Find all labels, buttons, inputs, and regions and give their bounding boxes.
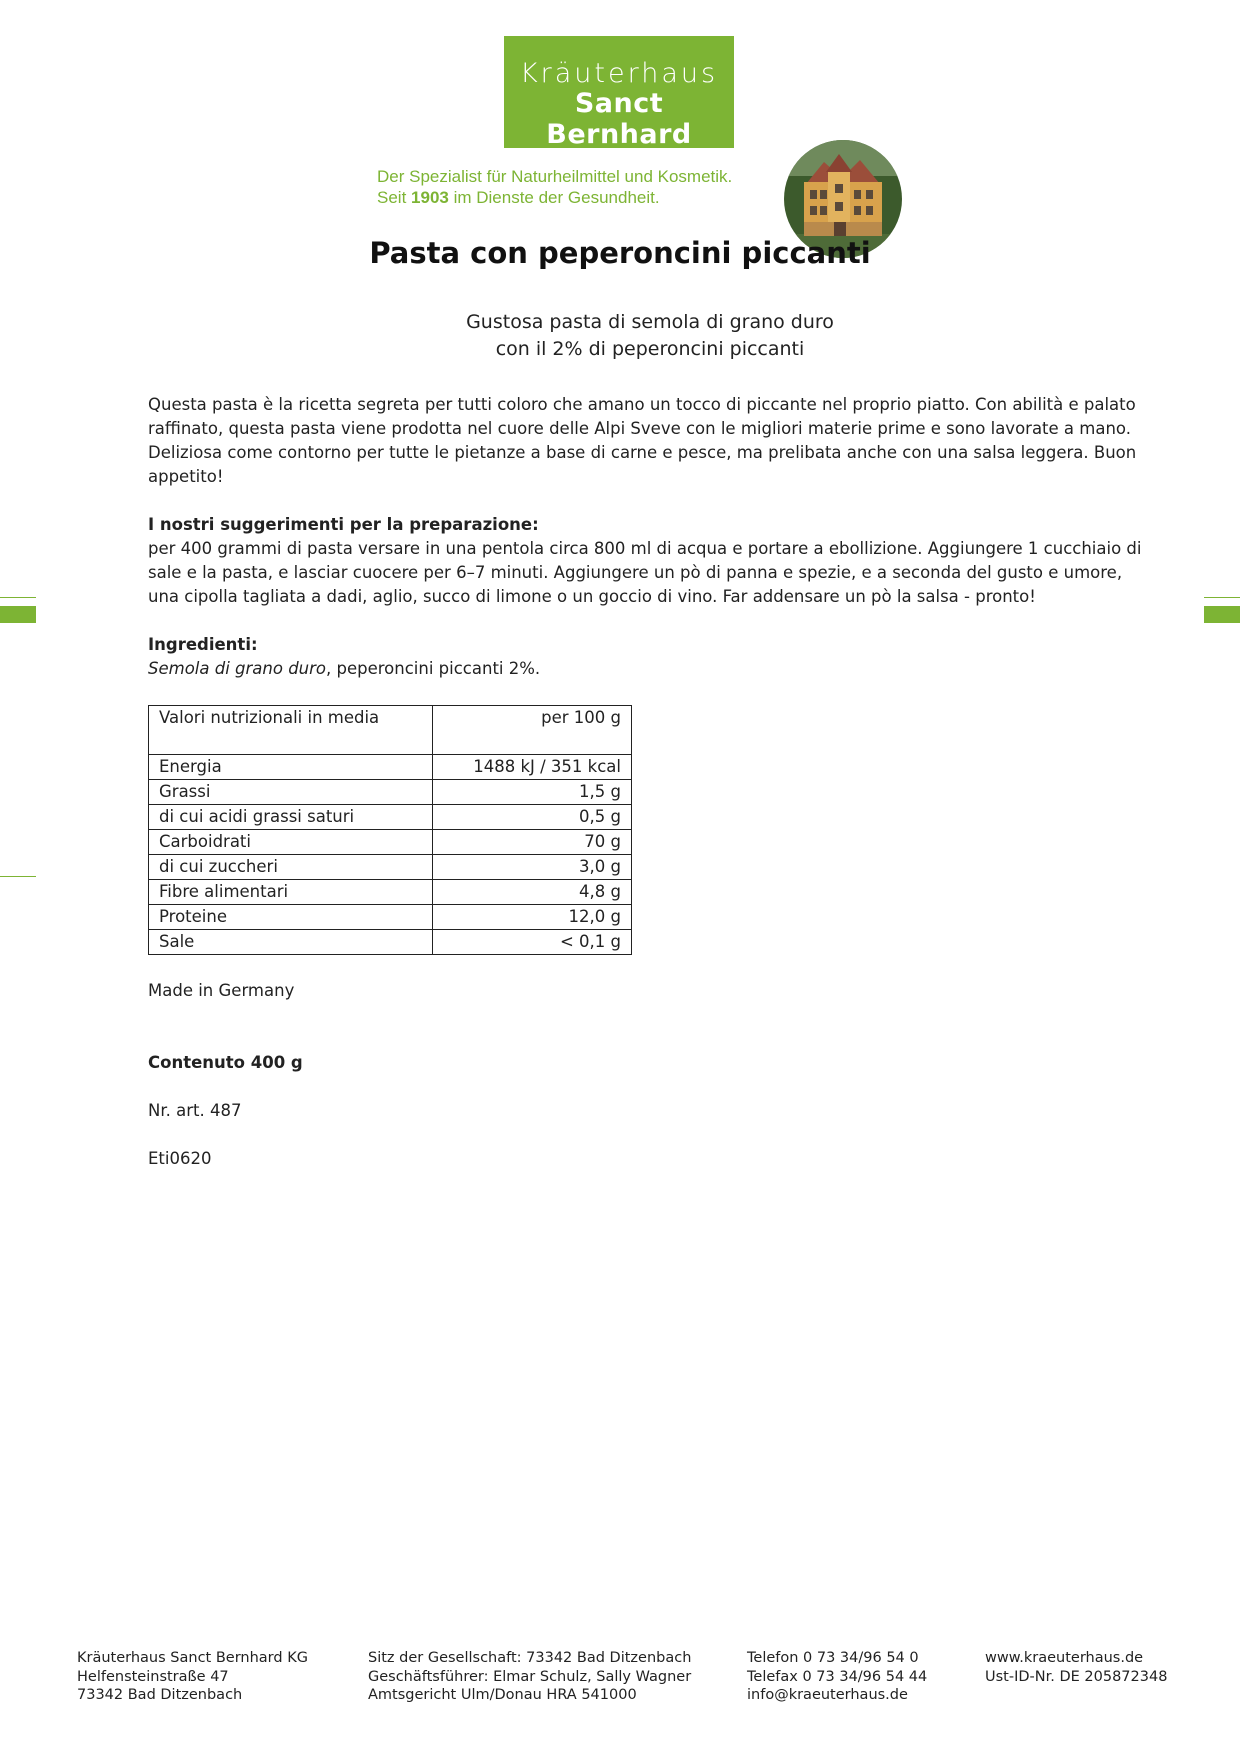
ingredients-italic: Semola di grano duro [148,659,327,678]
table-row [149,855,632,880]
table-row [149,805,632,830]
footer-legal [368,1649,691,1705]
nutrition-table [148,705,632,955]
tagline-prefix: Seit [377,188,412,207]
footer-contact [747,1649,927,1705]
intro-paragraph: Questa pasta è la ricetta segreta per tutti coloro che amano un tocco di piccante nel proprio piatto. Con abilità e palato raffinato, questa pasta viene prodotta nel cuore delle Alpi Sveve con le migliori materie prime e sono lavorate a mano. Deliziosa come contorno per tutte le pietanze a base di carne e pesce, ma prelibata anche con una salsa leggera. Buon appetito! [148,395,1137,486]
footer-line: Sitz der Gesellschaft: 73342 Bad Ditzenbach [368,1650,692,1666]
fold-mark-right-line [1204,597,1240,598]
ingredients-heading: Ingredienti: [148,635,258,654]
nutrition-header-label: Valori nutrizionali in media [149,706,433,755]
table-row [149,755,632,780]
table-row [149,905,632,930]
subtitle-line-1: Gustosa pasta di semola di grano duro [466,311,834,333]
footer-line: Helfensteinstraße 47 [77,1668,229,1685]
nutrient-value: 12,0 g [433,905,632,930]
tagline-year: 1903 [411,188,449,207]
table-row [149,830,632,855]
nutrient-value: < 0,1 g [433,930,632,955]
tagline-line-2 [377,187,732,208]
nutrient-label: Sale [149,930,433,955]
footer-phone: Telefon 0 73 34/96 54 0 [747,1650,919,1666]
fold-mark-left-lower [0,876,36,877]
fold-mark-left-line [0,597,36,598]
fold-mark-left-bar [0,606,36,623]
table-row [149,880,632,905]
nutrition-header-row [149,706,632,755]
tagline [377,166,732,208]
nutrient-value: 4,8 g [433,880,632,905]
table-row [149,780,632,805]
ingredients-rest: , peperoncini piccanti 2%. [326,659,541,678]
nutrient-label: di cui acidi grassi saturi [149,805,433,830]
nutrition-header-value: per 100 g [433,706,632,755]
nutrient-label: Grassi [149,780,433,805]
label-code: Eti0620 [148,1149,212,1168]
footer-line: Amtsgericht Ulm/Donau HRA 541000 [368,1687,637,1703]
nutrient-label: Carboidrati [149,830,433,855]
footer-line: Kräuterhaus Sanct Bernhard KG [77,1650,308,1666]
nutrient-value: 3,0 g [433,855,632,880]
footer-website: www.kraeuterhaus.de [985,1650,1144,1666]
content-amount: Contenuto 400 g [148,1053,303,1072]
nutrient-value: 70 g [433,830,632,855]
subtitle-line-2: con il 2% di peperoncini piccanti [495,338,805,360]
ingredients-text [148,657,1148,681]
logo-line-1: Kräuterhaus [519,58,719,89]
footer-vat-id: Ust-ID-Nr. DE 205872348 [985,1668,1168,1685]
footer-fax: Telefax 0 73 34/96 54 44 [747,1668,928,1685]
nutrient-label: Energia [149,755,433,780]
product-subtitle [0,309,1240,363]
nutrient-value: 0,5 g [433,805,632,830]
product-title: Pasta con peperoncini piccanti [369,236,871,270]
footer-line: 73342 Bad Ditzenbach [77,1687,243,1703]
table-row [149,930,632,955]
footer-company [77,1649,308,1705]
tagline-suffix: im Dienste der Gesundheit. [448,188,660,207]
preparation-text: per 400 grammi di pasta versare in una pentola circa 800 ml di acqua e portare a ebollizione. Aggiungere 1 cucchiaio di sale e la pasta, e lasciar cuocere per 6–7 minuti. Aggiungere un pò di panna e spezie, e a seconda del gusto e umore, una cipolla tagliata a dadi, aglio, succo di limone o un goccio di vino. Far addensare un pò la salsa - pronto! [148,539,1142,606]
article-number: Nr. art. 487 [148,1101,242,1120]
footer-web [985,1649,1167,1686]
made-in: Made in Germany [148,981,295,1000]
brand-logo [504,36,734,148]
nutrient-label: di cui zuccheri [149,855,433,880]
main-content [148,393,1148,1171]
footer-line: Geschäftsführer: Elmar Schulz, Sally Wagner [368,1668,692,1685]
tagline-line-1: Der Spezialist für Naturheilmittel und Kosmetik. [377,167,733,186]
nutrient-label: Fibre alimentari [149,880,433,905]
nutrient-value: 1488 kJ / 351 kcal [433,755,632,780]
footer-email: info@kraeuterhaus.de [747,1687,908,1703]
nutrient-value: 1,5 g [433,780,632,805]
nutrient-label: Proteine [149,905,433,930]
logo-line-2: Sanct Bernhard [546,88,692,150]
fold-mark-right-bar [1204,606,1240,623]
preparation-heading: I nostri suggerimenti per la preparazione: [148,515,539,534]
